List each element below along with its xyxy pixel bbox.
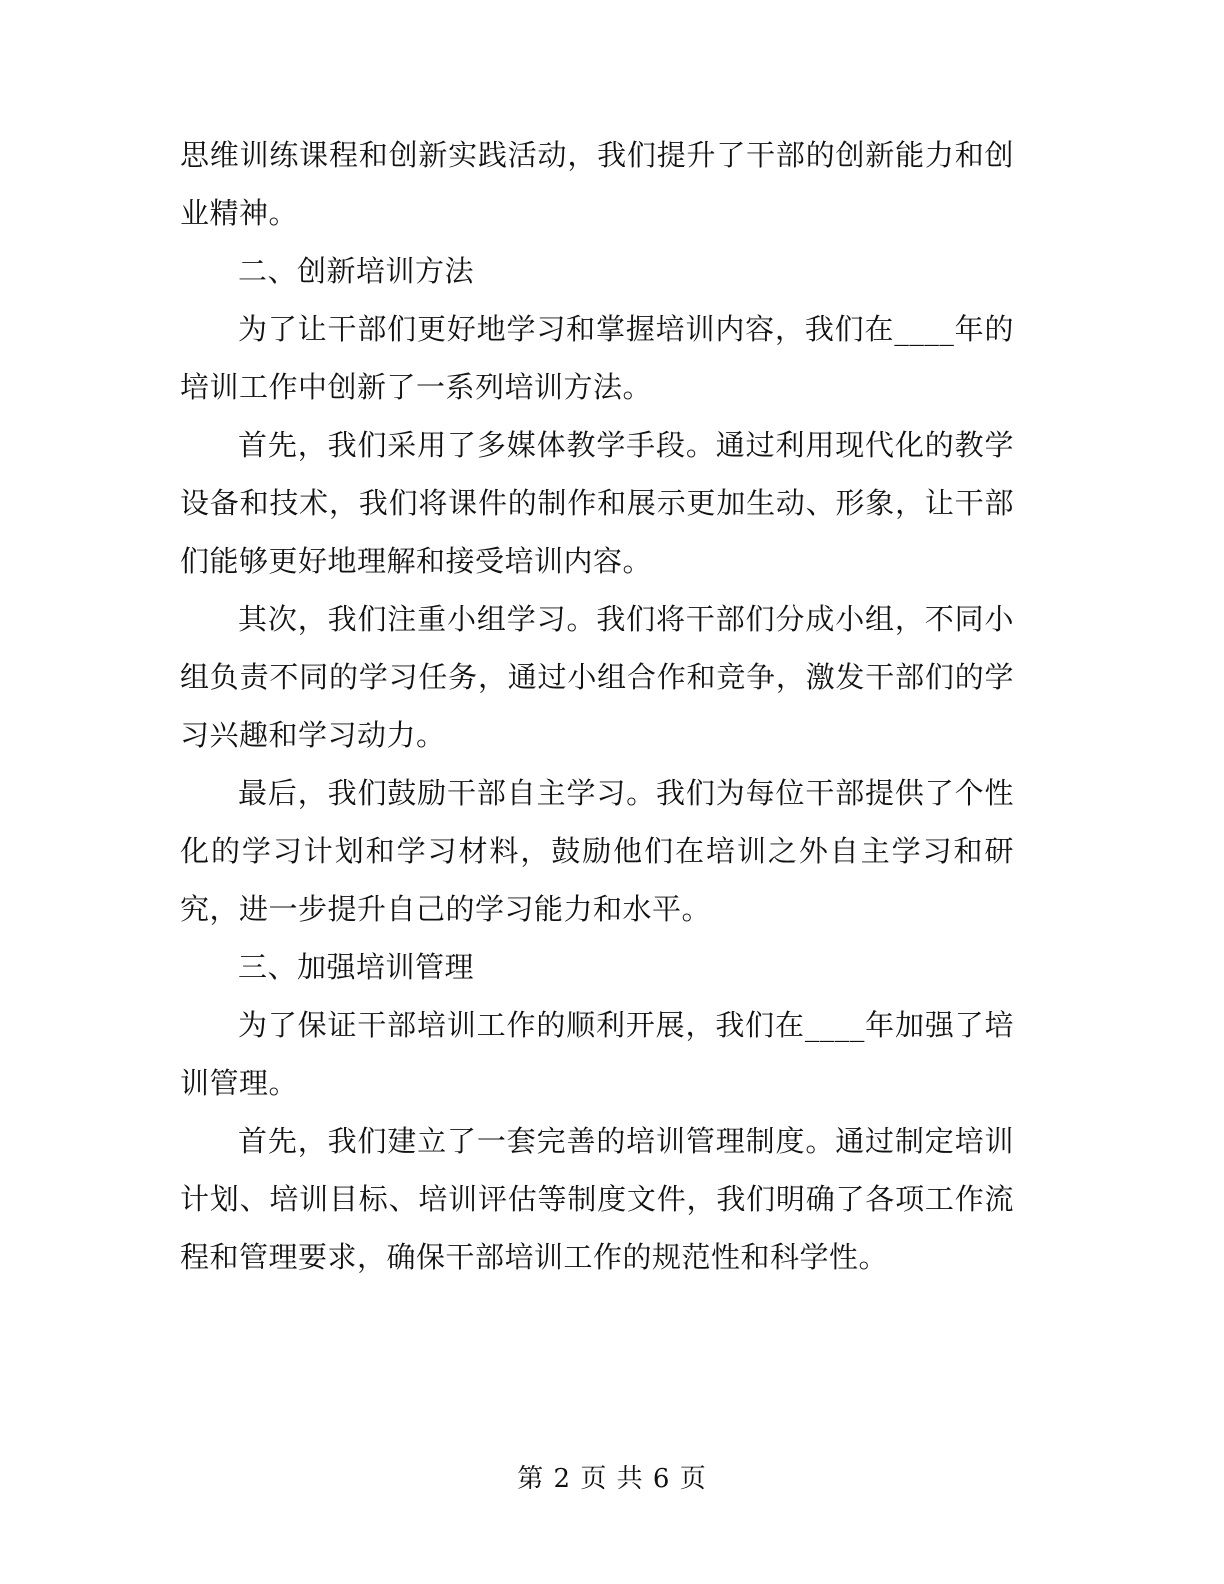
paragraph-management-system: 首先，我们建立了一套完善的培训管理制度。通过制定培训计划、培训目标、培训评估等制度文件，我们明确了各项工作流程和管理要求，确保干部培训工作的规范性和科学性。 <box>180 1124 1014 1274</box>
section-heading-3: 三、加强培训管理 <box>238 950 475 984</box>
page-number-footer: 第 2 页 共 6 页 <box>517 1464 707 1494</box>
paragraph-self-study: 最后，我们鼓励干部自主学习。我们为每位干部提供了个性化的学习计划和学习材料，鼓励他们在培训之外自主学习和研究，进一步提升自己的学习能力和水平。 <box>180 776 1014 926</box>
paragraph-management-intro: 为了保证干部培训工作的顺利开展，我们在____年加强了培训管理。 <box>180 1008 1014 1100</box>
paragraph-methods-intro: 为了让干部们更好地学习和掌握培训内容，我们在____年的培训工作中创新了一系列培训方法。 <box>180 312 1014 404</box>
section-heading-2: 二、创新培训方法 <box>238 254 475 288</box>
paragraph-group-study: 其次，我们注重小组学习。我们将干部们分成小组，不同小组负责不同的学习任务，通过小组合作和竞争，激发干部们的学习兴趣和学习动力。 <box>180 602 1014 752</box>
paragraph-multimedia: 首先，我们采用了多媒体教学手段。通过利用现代化的教学设备和技术，我们将课件的制作和展示更加生动、形象，让干部们能够更好地理解和接受培训内容。 <box>180 428 1014 578</box>
paragraph-continuation: 思维训练课程和创新实践活动，我们提升了干部的创新能力和创业精神。 <box>180 138 1014 230</box>
document-body <box>180 126 1014 1286</box>
